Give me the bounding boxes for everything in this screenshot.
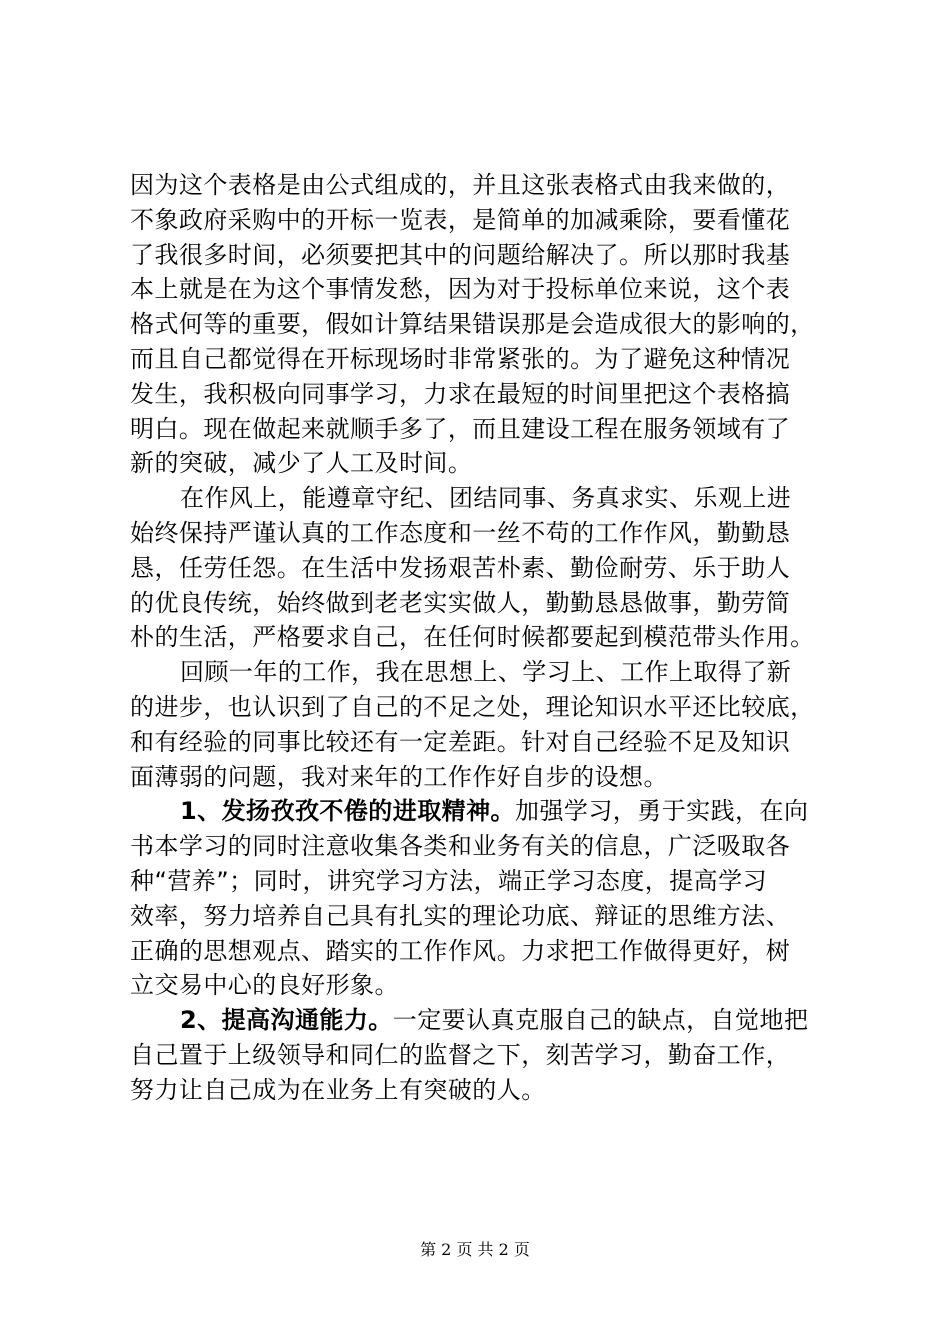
item-2-heading: 2、提高沟通能力。 xyxy=(180,1006,393,1035)
text-line: 不象政府采购中的开标一览表，是简单的加减乘除，要看懂花 xyxy=(130,205,791,234)
text-line: 效率，努力培养自己具有扎实的理论功底、辩证的思维方法、 xyxy=(130,901,791,930)
text-line: 明白。现在做起来就顺手多了，而且建设工程在服务领域有了 xyxy=(130,414,791,443)
text-line: 而且自己都觉得在开标现场时非常紧张的。为了避免这种情况 xyxy=(130,344,791,373)
text-line: 了我很多时间，必须要把其中的问题给解决了。所以那时我基 xyxy=(130,240,791,269)
text-line: 努力让自己成为在业务上有突破的人。 xyxy=(130,1075,546,1104)
text-line: 面薄弱的问题，我对来年的工作作好自步的设想。 xyxy=(130,762,668,791)
text-line: 朴的生活，严格要求自己，在任何时候都要起到模范带头作用。 xyxy=(130,623,815,652)
item-2-first-line xyxy=(130,1003,850,1038)
text-line: 本上就是在为这个事情发愁，因为对于投标单位来说，这个表 xyxy=(130,275,791,304)
text-line: 发生，我积极向同事学习，力求在最短的时间里把这个表格搞 xyxy=(130,379,791,408)
text-line: 始终保持严谨认真的工作态度和一丝不苟的工作作风，勤勤恳 xyxy=(130,518,791,547)
text-line: 和有经验的同事比较还有一定差距。针对自己经验不足及知识 xyxy=(130,727,791,756)
item-1-heading: 1、发扬孜孜不倦的进取精神。 xyxy=(180,797,515,826)
body-text xyxy=(130,168,850,1108)
text-line: 自己置于上级领导和同仁的监督之下，刻苦学习，勤奋工作， xyxy=(130,1040,791,1069)
text-line: 因为这个表格是由公式组成的，并且这张表格式由我来做的， xyxy=(130,171,791,199)
text-line: 的进步，也认识到了自己的不足之处，理论知识水平还比较底， xyxy=(130,692,815,721)
text-line: 新的突破，减少了人工及时间。 xyxy=(130,449,473,478)
page-footer: 第 2 页 共 2 页 xyxy=(420,1240,530,1259)
item-1-first-line xyxy=(130,794,850,829)
text-line: 种“营养”；同时，讲究学习方法，端正学习态度，提高学习 xyxy=(130,866,768,895)
text-line: 格式何等的重要，假如计算结果错误那是会造成很大的影响的， xyxy=(130,310,815,339)
item-1-first-line-text: 加强学习，勇于实践，在向 xyxy=(515,797,809,826)
text-line: 的优良传统，始终做到老老实实做人，勤勤恳恳做事，勤劳简 xyxy=(130,588,791,617)
text-line: 立交易中心的良好形象。 xyxy=(130,971,399,1000)
paragraph-start-line: 回顾一年的工作，我在思想上、学习上、工作上取得了新 xyxy=(180,658,792,687)
paragraph-start-line: 在作风上，能遵章守纪、团结同事、务真求实、乐观上进 xyxy=(180,484,792,513)
text-line: 恳，任劳任怨。在生活中发扬艰苦朴素、勤俭耐劳、乐于助人 xyxy=(130,553,791,582)
text-line: 书本学习的同时注意收集各类和业务有关的信息，广泛吸取各 xyxy=(130,832,791,861)
text-line: 正确的思想观点、踏实的工作作风。力求把工作做得更好，树 xyxy=(130,936,791,965)
item-2-first-line-text: 一定要认真克服自己的缺点，自觉地把 xyxy=(392,1006,809,1035)
